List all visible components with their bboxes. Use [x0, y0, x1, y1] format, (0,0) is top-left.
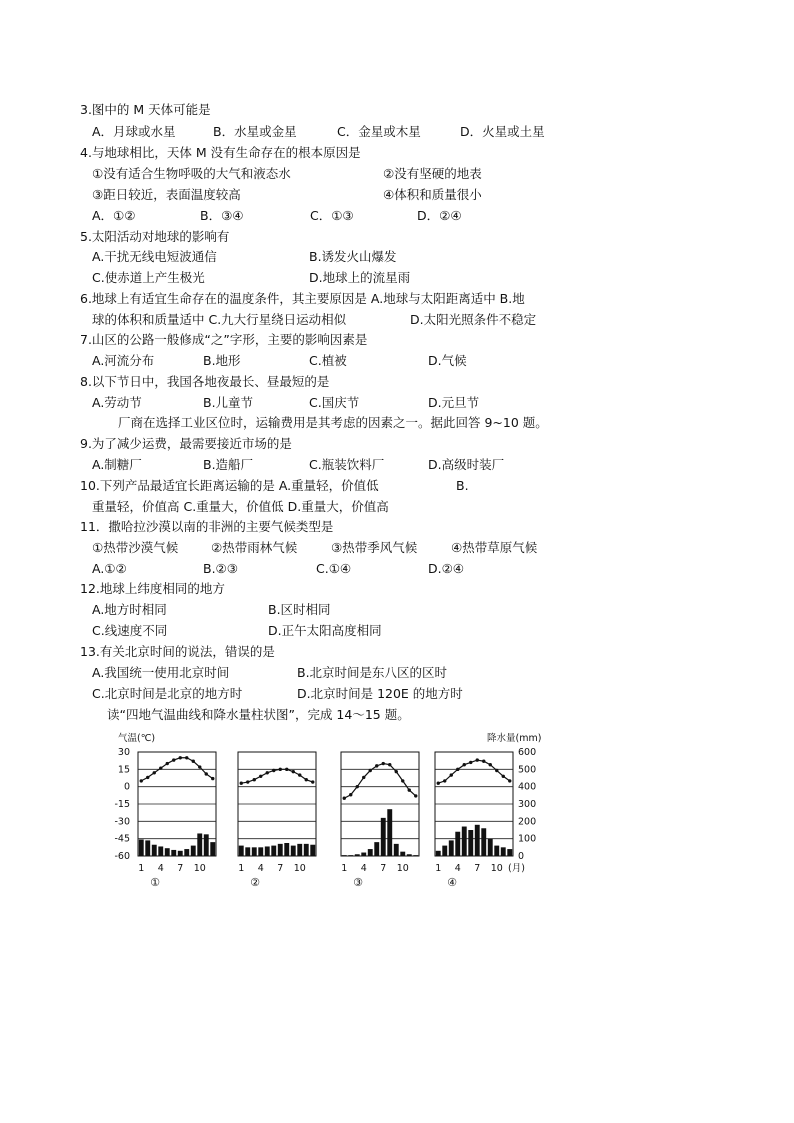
precip-bar — [278, 844, 283, 856]
temp-point — [382, 762, 385, 765]
option-a: A．①② — [92, 208, 136, 223]
temp-point — [211, 777, 214, 780]
option-a: A.我国统一使用北京时间 — [92, 665, 230, 680]
precip-tick-label: 0 — [518, 851, 525, 862]
temp-point — [298, 773, 301, 776]
temp-curve — [344, 764, 416, 799]
precip-bar — [197, 833, 202, 856]
precip-bar — [468, 830, 473, 856]
precip-bar — [374, 842, 379, 856]
question-12-stem: 12.地球上纬度相同的地方 — [80, 581, 225, 596]
panel-label: ④ — [447, 876, 457, 889]
precip-bar — [297, 844, 302, 856]
precip-bar — [158, 846, 163, 856]
option-d: D.气候 — [428, 353, 467, 368]
month-tick-label: 7 — [380, 863, 387, 874]
temp-point — [495, 769, 498, 772]
precip-bar — [348, 855, 353, 856]
month-tick-label: 1 — [435, 863, 442, 874]
option-b: B.儿童节 — [203, 395, 254, 410]
temp-point — [279, 768, 282, 771]
temp-point — [349, 793, 352, 796]
temp-point — [166, 762, 169, 765]
temp-point — [456, 768, 459, 771]
temp-point — [305, 778, 308, 781]
temp-point — [476, 758, 479, 761]
precip-tick-label: 200 — [518, 816, 537, 828]
question-11-stem: 11．撒哈拉沙漠以南的非洲的主要气候类型是 — [80, 519, 334, 534]
temp-tick-label: -45 — [114, 833, 130, 845]
precip-bar — [488, 839, 493, 856]
precip-tick-label: 600 — [518, 747, 537, 758]
temp-point — [502, 775, 505, 778]
option-b: B．水星或金星 — [213, 124, 297, 139]
precip-bar — [462, 827, 467, 856]
question-10-stem: 10.下列产品最适宜长距离运输的是 A.重量轻，价值低 — [80, 478, 379, 493]
precip-bar — [387, 809, 392, 856]
option-a: A.河流分布 — [92, 353, 155, 368]
temp-point — [408, 788, 411, 791]
temp-tick-label: 0 — [123, 781, 130, 793]
temp-point — [469, 761, 472, 764]
temp-point — [146, 776, 149, 779]
month-tick-label: 10 — [490, 863, 503, 874]
precip-bar — [252, 847, 257, 856]
temp-point — [192, 760, 195, 763]
precip-bar — [245, 847, 250, 856]
option-a: A.地方时相同 — [92, 602, 167, 617]
panel-label: ① — [150, 876, 160, 889]
option-d: D.地球上的流星雨 — [309, 270, 411, 285]
statement-2: ②热带雨林气候 — [211, 540, 298, 555]
precip-tick-label: 100 — [518, 833, 537, 845]
question-6-text: 球的体积和质量适中 C.九大行星绕日运动相似 — [92, 312, 347, 327]
precip-bar — [507, 849, 512, 856]
option-d: D.北京时间是 120E 的地方时 — [297, 686, 463, 701]
temp-point — [285, 768, 288, 771]
question-7-stem: 7.山区的公路一般修成“之”字形，主要的影响因素是 — [80, 332, 368, 347]
precip-bar — [139, 840, 144, 856]
temp-point — [272, 769, 275, 772]
statement-4: ④体积和质量很小 — [383, 187, 482, 202]
statement-2: ②没有坚硬的地表 — [383, 166, 482, 181]
precip-bar — [494, 846, 499, 856]
option-d: D.元旦节 — [428, 395, 480, 410]
month-tick-label: 4 — [257, 863, 264, 874]
climate-charts-figure — [110, 728, 550, 890]
option-a: A.制糖厂 — [92, 457, 142, 472]
option-c: C.瓶装饮料厂 — [309, 457, 385, 472]
precip-bar — [191, 846, 196, 856]
option-b: B.造船厂 — [203, 457, 254, 472]
option-c: C.植被 — [309, 353, 347, 368]
precip-bar — [204, 834, 209, 856]
question-9-stem: 9.为了减少运费，最需要接近市场的是 — [80, 436, 292, 451]
statement-4: ④热带草原气候 — [451, 540, 538, 555]
temp-point — [311, 780, 314, 783]
temp-point — [179, 756, 182, 759]
month-tick-label: 1 — [341, 863, 348, 874]
option-d: D．②④ — [417, 208, 462, 223]
month-tick-label: 10 — [293, 863, 306, 874]
precip-bar — [171, 850, 176, 856]
precip-bar — [413, 855, 418, 856]
temp-point — [240, 782, 243, 785]
temp-tick-label: 15 — [117, 764, 130, 776]
precip-bar — [310, 845, 315, 856]
precip-bar — [265, 846, 270, 856]
temp-tick-label: -15 — [114, 799, 130, 810]
statement-1: ①没有适合生物呼吸的大气和液态水 — [92, 166, 291, 181]
month-unit-label: (月) — [508, 863, 525, 874]
option-b-prefix: B. — [456, 478, 469, 493]
precip-bar — [368, 849, 373, 856]
option-d: D.②④ — [428, 561, 465, 576]
option-d: D.高级时装厂 — [428, 457, 505, 472]
question-6-line1: 6.地球上有适宜生命存在的温度条件，其主要原因是 A.地球与太阳距离适中 B.地 — [80, 291, 525, 306]
option-c: C.使赤道上产生极光 — [92, 270, 205, 285]
option-c: C．金星或木星 — [337, 124, 421, 139]
option-b: B.地形 — [203, 353, 241, 368]
temp-point — [443, 779, 446, 782]
precip-bar — [355, 854, 360, 856]
temp-tick-label: -60 — [114, 851, 130, 862]
option-a: A.劳动节 — [92, 395, 142, 410]
option-b: B.北京时间是东八区的区时 — [297, 665, 448, 680]
temp-point — [437, 782, 440, 785]
precip-bar — [400, 852, 405, 856]
question-3-stem: 3.图中的 M 天体可能是 — [80, 102, 211, 117]
question-8-stem: 8.以下节日中，我国各地夜最长、昼最短的是 — [80, 374, 330, 389]
temp-point — [153, 771, 156, 774]
precip-bar — [501, 847, 506, 856]
precip-bar — [258, 847, 263, 856]
climate-charts-svg — [110, 728, 550, 890]
precip-bar — [394, 844, 399, 856]
temp-point — [450, 773, 453, 776]
month-tick-label: 7 — [177, 863, 184, 874]
temp-point — [185, 756, 188, 759]
temp-point — [140, 779, 143, 782]
option-c: C.国庆节 — [309, 395, 360, 410]
precip-bar — [239, 846, 244, 856]
precip-tick-label: 500 — [518, 764, 537, 776]
precip-bar — [284, 843, 289, 856]
temp-point — [489, 763, 492, 766]
option-d: D．火星或土星 — [460, 124, 545, 139]
temp-curve — [241, 769, 313, 783]
month-tick-label: 1 — [138, 863, 145, 874]
precip-bar — [361, 853, 366, 856]
temp-point — [266, 771, 269, 774]
month-tick-label: 4 — [157, 863, 164, 874]
temp-point — [356, 785, 359, 788]
month-tick-label: 7 — [277, 863, 284, 874]
option-d: D.正午太阳高度相同 — [268, 623, 382, 638]
precip-bar — [271, 846, 276, 856]
temp-point — [292, 770, 295, 773]
statement-1: ①热带沙漠气候 — [92, 540, 179, 555]
month-tick-label: 7 — [474, 863, 481, 874]
precip-bar — [342, 855, 347, 856]
precip-bar — [145, 840, 150, 856]
precip-bar — [381, 818, 386, 856]
temp-point — [401, 779, 404, 782]
option-a: A.干扰无线电短波通信 — [92, 249, 217, 264]
temp-curve — [438, 760, 510, 783]
precip-bar — [165, 848, 170, 856]
temp-point — [246, 780, 249, 783]
month-tick-label: 4 — [454, 863, 461, 874]
panel-label: ③ — [353, 876, 363, 889]
statement-3: ③热带季风气候 — [331, 540, 418, 555]
month-tick-label: 1 — [238, 863, 245, 874]
question-13-stem: 13.有关北京时间的说法，错误的是 — [80, 644, 275, 659]
precip-bar — [475, 825, 480, 856]
option-b: B.②③ — [203, 561, 238, 576]
temp-point — [259, 775, 262, 778]
precip-axis-title: 降水量(mm) — [487, 733, 542, 744]
precip-bar — [436, 851, 441, 856]
temp-point — [205, 772, 208, 775]
temp-point — [482, 760, 485, 763]
temp-point — [172, 758, 175, 761]
question-4-stem: 4.与地球相比，天体 M 没有生命存在的根本原因是 — [80, 145, 361, 160]
option-a: A.①② — [92, 561, 127, 576]
precip-tick-label: 400 — [518, 781, 537, 793]
precip-bar — [178, 851, 183, 856]
panel-label: ② — [250, 876, 260, 889]
temp-tick-label: 30 — [117, 747, 130, 758]
precip-bar — [210, 842, 215, 856]
option-b: B.诱发火山爆发 — [309, 249, 397, 264]
option-b: B.区时相同 — [268, 602, 331, 617]
precip-bar — [184, 849, 189, 856]
question-10-line2: 重量轻，价值高 C.重量大，价值低 D.重量大，价值高 — [92, 499, 389, 514]
temp-point — [388, 763, 391, 766]
precip-bar — [481, 828, 486, 856]
temp-point — [414, 794, 417, 797]
option-a: A．月球或水星 — [92, 124, 176, 139]
precip-bar — [152, 845, 157, 856]
option-d: D.太阳光照条件不稳定 — [410, 312, 537, 327]
month-tick-label: 4 — [360, 863, 367, 874]
temp-point — [508, 779, 511, 782]
temp-point — [375, 764, 378, 767]
option-b: B．③④ — [200, 208, 244, 223]
precip-bar — [442, 846, 447, 856]
statement-3: ③距日较近，表面温度较高 — [92, 187, 241, 202]
month-tick-label: 10 — [193, 863, 206, 874]
temp-point — [395, 770, 398, 773]
temp-point — [463, 763, 466, 766]
precip-bar — [449, 840, 454, 856]
option-c: C．①③ — [310, 208, 354, 223]
temp-point — [369, 769, 372, 772]
temp-point — [362, 776, 365, 779]
precip-bar — [291, 846, 296, 856]
option-c: C.北京时间是北京的地方时 — [92, 686, 243, 701]
option-c: C.线速度不同 — [92, 623, 168, 638]
precip-bar — [455, 832, 460, 856]
question-5-stem: 5.太阳活动对地球的影响有 — [80, 229, 230, 244]
temp-point — [159, 766, 162, 769]
month-tick-label: 10 — [396, 863, 409, 874]
temp-axis-title: 气温(℃) — [118, 733, 156, 744]
temp-point — [198, 765, 201, 768]
option-c: C.①④ — [316, 561, 352, 576]
temp-point — [253, 778, 256, 781]
precip-tick-label: 300 — [518, 799, 537, 810]
temp-point — [343, 797, 346, 800]
intro-14-15: 读“四地气温曲线和降水量柱状图”，完成 14～15 题。 — [107, 707, 410, 722]
precip-bar — [407, 854, 412, 856]
temp-tick-label: -30 — [114, 816, 130, 828]
intro-9-10: 厂商在选择工业区位时，运输费用是其考虑的因素之一。据此回答 9~10 题。 — [118, 415, 548, 430]
precip-bar — [304, 844, 309, 856]
